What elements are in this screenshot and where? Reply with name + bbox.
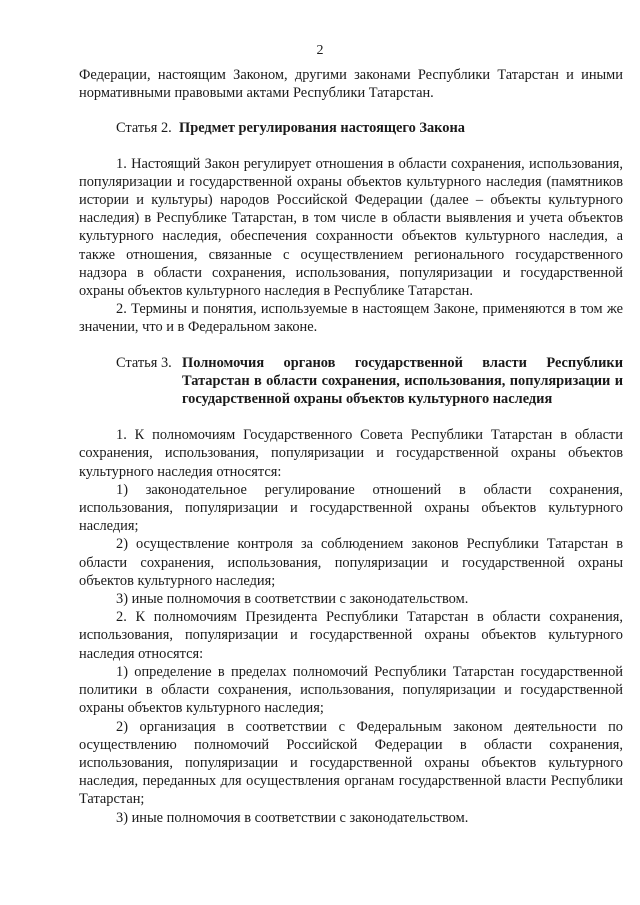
article-2-paragraph-2: 2. Термины и понятия, используемые в настоящем Законе, применяются в том же значении, что и в Федеральном законе. <box>79 301 623 336</box>
article-3-paragraph: 1) законодательное регулирование отношений в области сохранения, использования, популяризации и государственной охраны объектов культурного наследия; <box>79 481 623 535</box>
intro-paragraph: Федерации, настоящим Законом, другими законами Республики Татарстан и иными нормативными правовыми актами Республики Татарстан. <box>79 67 623 102</box>
article-3-paragraph: 1. К полномочиям Государственного Совета Республики Татарстан в области сохранения, использования, популяризации и государственной охраны объектов культурного наследия относятся: <box>79 427 623 480</box>
article-3-title: Полномочия органов государственной власти Республики Татарстан в области сохранения, использования, популяризации и государственной охраны объектов культурного наследия <box>182 354 623 408</box>
document-body <box>79 66 623 827</box>
article-3-paragraph: 3) иные полномочия в соответствии с законодательством. <box>116 809 469 826</box>
article-3-label: Статья 3. <box>116 354 172 371</box>
article-3-paragraph: 2) организация в соответствии с Федеральным законом деятельности по осуществлению полномочий Российской Федерации в области сохранения, использования, популяризации и государственной охраны объектов культурного наследия, переданных для осуществления органам государственной власти Республики Татарстан; <box>79 718 623 808</box>
article-3-paragraph: 2) осуществление контроля за соблюдением законов Республики Татарстан в области сохранения, использования, популяризации и государственной охраны объектов культурного наследия; <box>79 536 623 589</box>
article-3-heading <box>79 354 623 409</box>
article-3-paragraph: 1) определение в пределах полномочий Республики Татарстан государственной политики в области сохранения, использования, популяризации и государственной охраны объектов культурного наследия; <box>79 663 623 717</box>
article-3-paragraph: 2. К полномочиям Президента Республики Татарстан в области сохранения, использования, популяризации и государственной охраны объектов культурного наследия относятся: <box>79 609 623 662</box>
article-2-label: Статья 2. <box>116 120 172 137</box>
page-number: 2 <box>316 43 324 58</box>
article-2-title: Предмет регулирования настоящего Закона <box>179 120 465 137</box>
article-3-paragraph: 3) иные полномочия в соответствии с законодательством. <box>116 591 469 608</box>
article-2-paragraph-1: 1. Настоящий Закон регулирует отношения в области сохранения, использования, популяризации и государственной охраны объектов культурного наследия (памятников истории и культуры) народов Российской Федерации (далее – объекты культурного наследия) в Республике Татарстан, в том числе в области выявления и учета объектов культурного наследия, обеспечения сохранности объектов культурного наследия, а также отношения, связанные с осуществлением регионального государственного надзора в области сохранения, использования, популяризации и государственной охраны объектов культурного наследия в Республике Татарстан. <box>79 155 623 300</box>
article-2-heading <box>79 119 623 137</box>
